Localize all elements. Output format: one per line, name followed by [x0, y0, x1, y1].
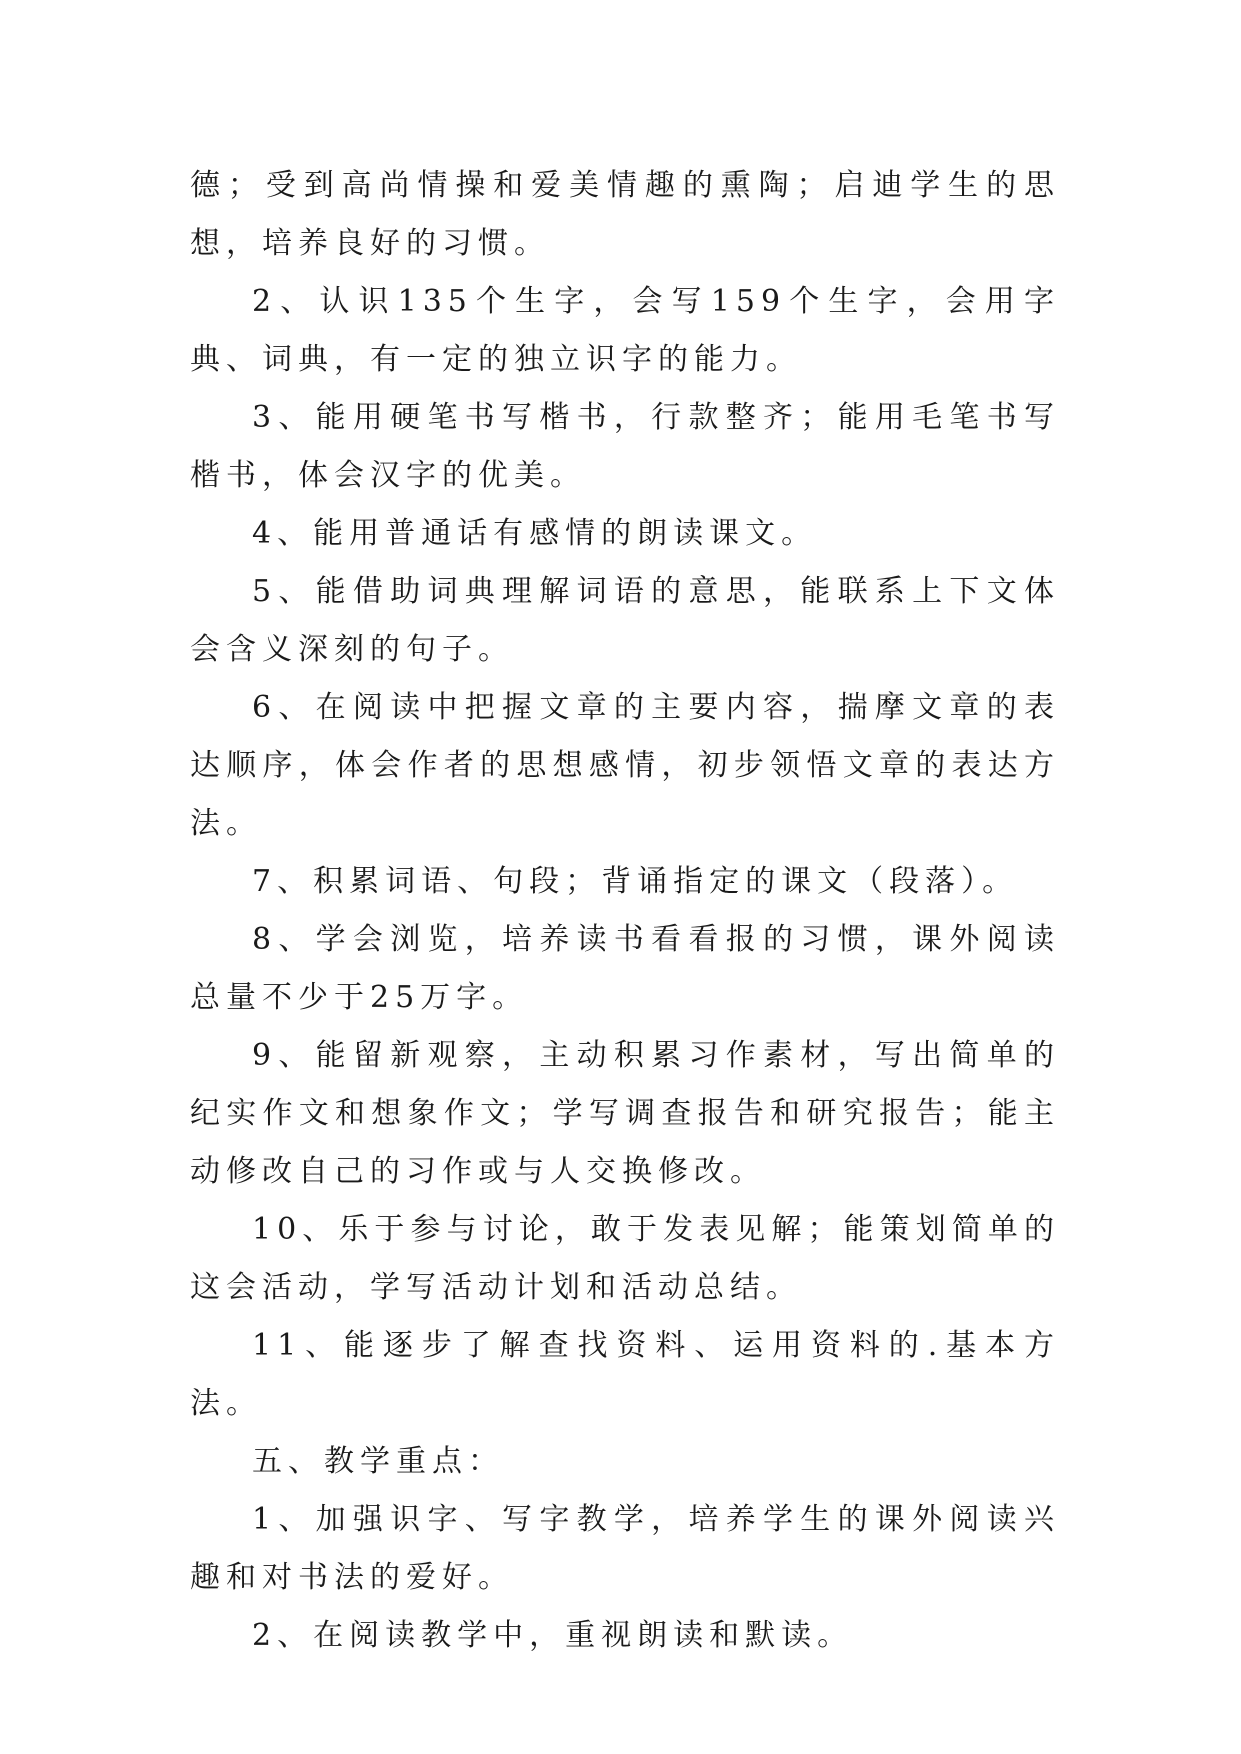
document-body	[190, 157, 1060, 1665]
paragraph-10: 10、乐于参与讨论，敢于发表见解；能策划简单的这会活动，学写活动计划和活动总结。	[190, 1212, 1060, 1305]
paragraph-6: 6、在阅读中把握文章的主要内容，揣摩文章的表达顺序，体会作者的思想感情，初步领悟文章的表达方法。	[190, 690, 1060, 841]
paragraph-13: 1、加强识字、写字教学，培养学生的课外阅读兴趣和对书法的爱好。	[190, 1502, 1060, 1595]
paragraph-3: 3、能用硬笔书写楷书，行款整齐；能用毛笔书写楷书，体会汉字的优美。	[190, 400, 1060, 493]
paragraph-11: 11、能逐步了解查找资料、运用资料的.基本方法。	[190, 1328, 1060, 1421]
paragraph-1: 德；受到高尚情操和爱美情趣的熏陶；启迪学生的思想，培养良好的习惯。	[190, 168, 1060, 261]
paragraph-2: 2、认识135个生字，会写159个生字，会用字典、词典，有一定的独立识字的能力。	[190, 284, 1060, 377]
paragraph-8: 8、学会浏览，培养读书看看报的习惯，课外阅读总量不少于25万字。	[190, 922, 1060, 1015]
paragraph-14: 2、在阅读教学中，重视朗读和默读。	[252, 1618, 854, 1653]
paragraph-4: 4、能用普通话有感情的朗读课文。	[252, 516, 818, 551]
section-heading-teaching-focus: 五、教学重点：	[252, 1444, 504, 1479]
paragraph-9: 9、能留新观察，主动积累习作素材，写出简单的纪实作文和想象作文；学写调查报告和研究报告；能主动修改自己的习作或与人交换修改。	[190, 1038, 1060, 1189]
paragraph-5: 5、能借助词典理解词语的意思，能联系上下文体会含义深刻的句子。	[190, 574, 1060, 667]
paragraph-7: 7、积累词语、句段；背诵指定的课文（段落）。	[252, 864, 1019, 899]
